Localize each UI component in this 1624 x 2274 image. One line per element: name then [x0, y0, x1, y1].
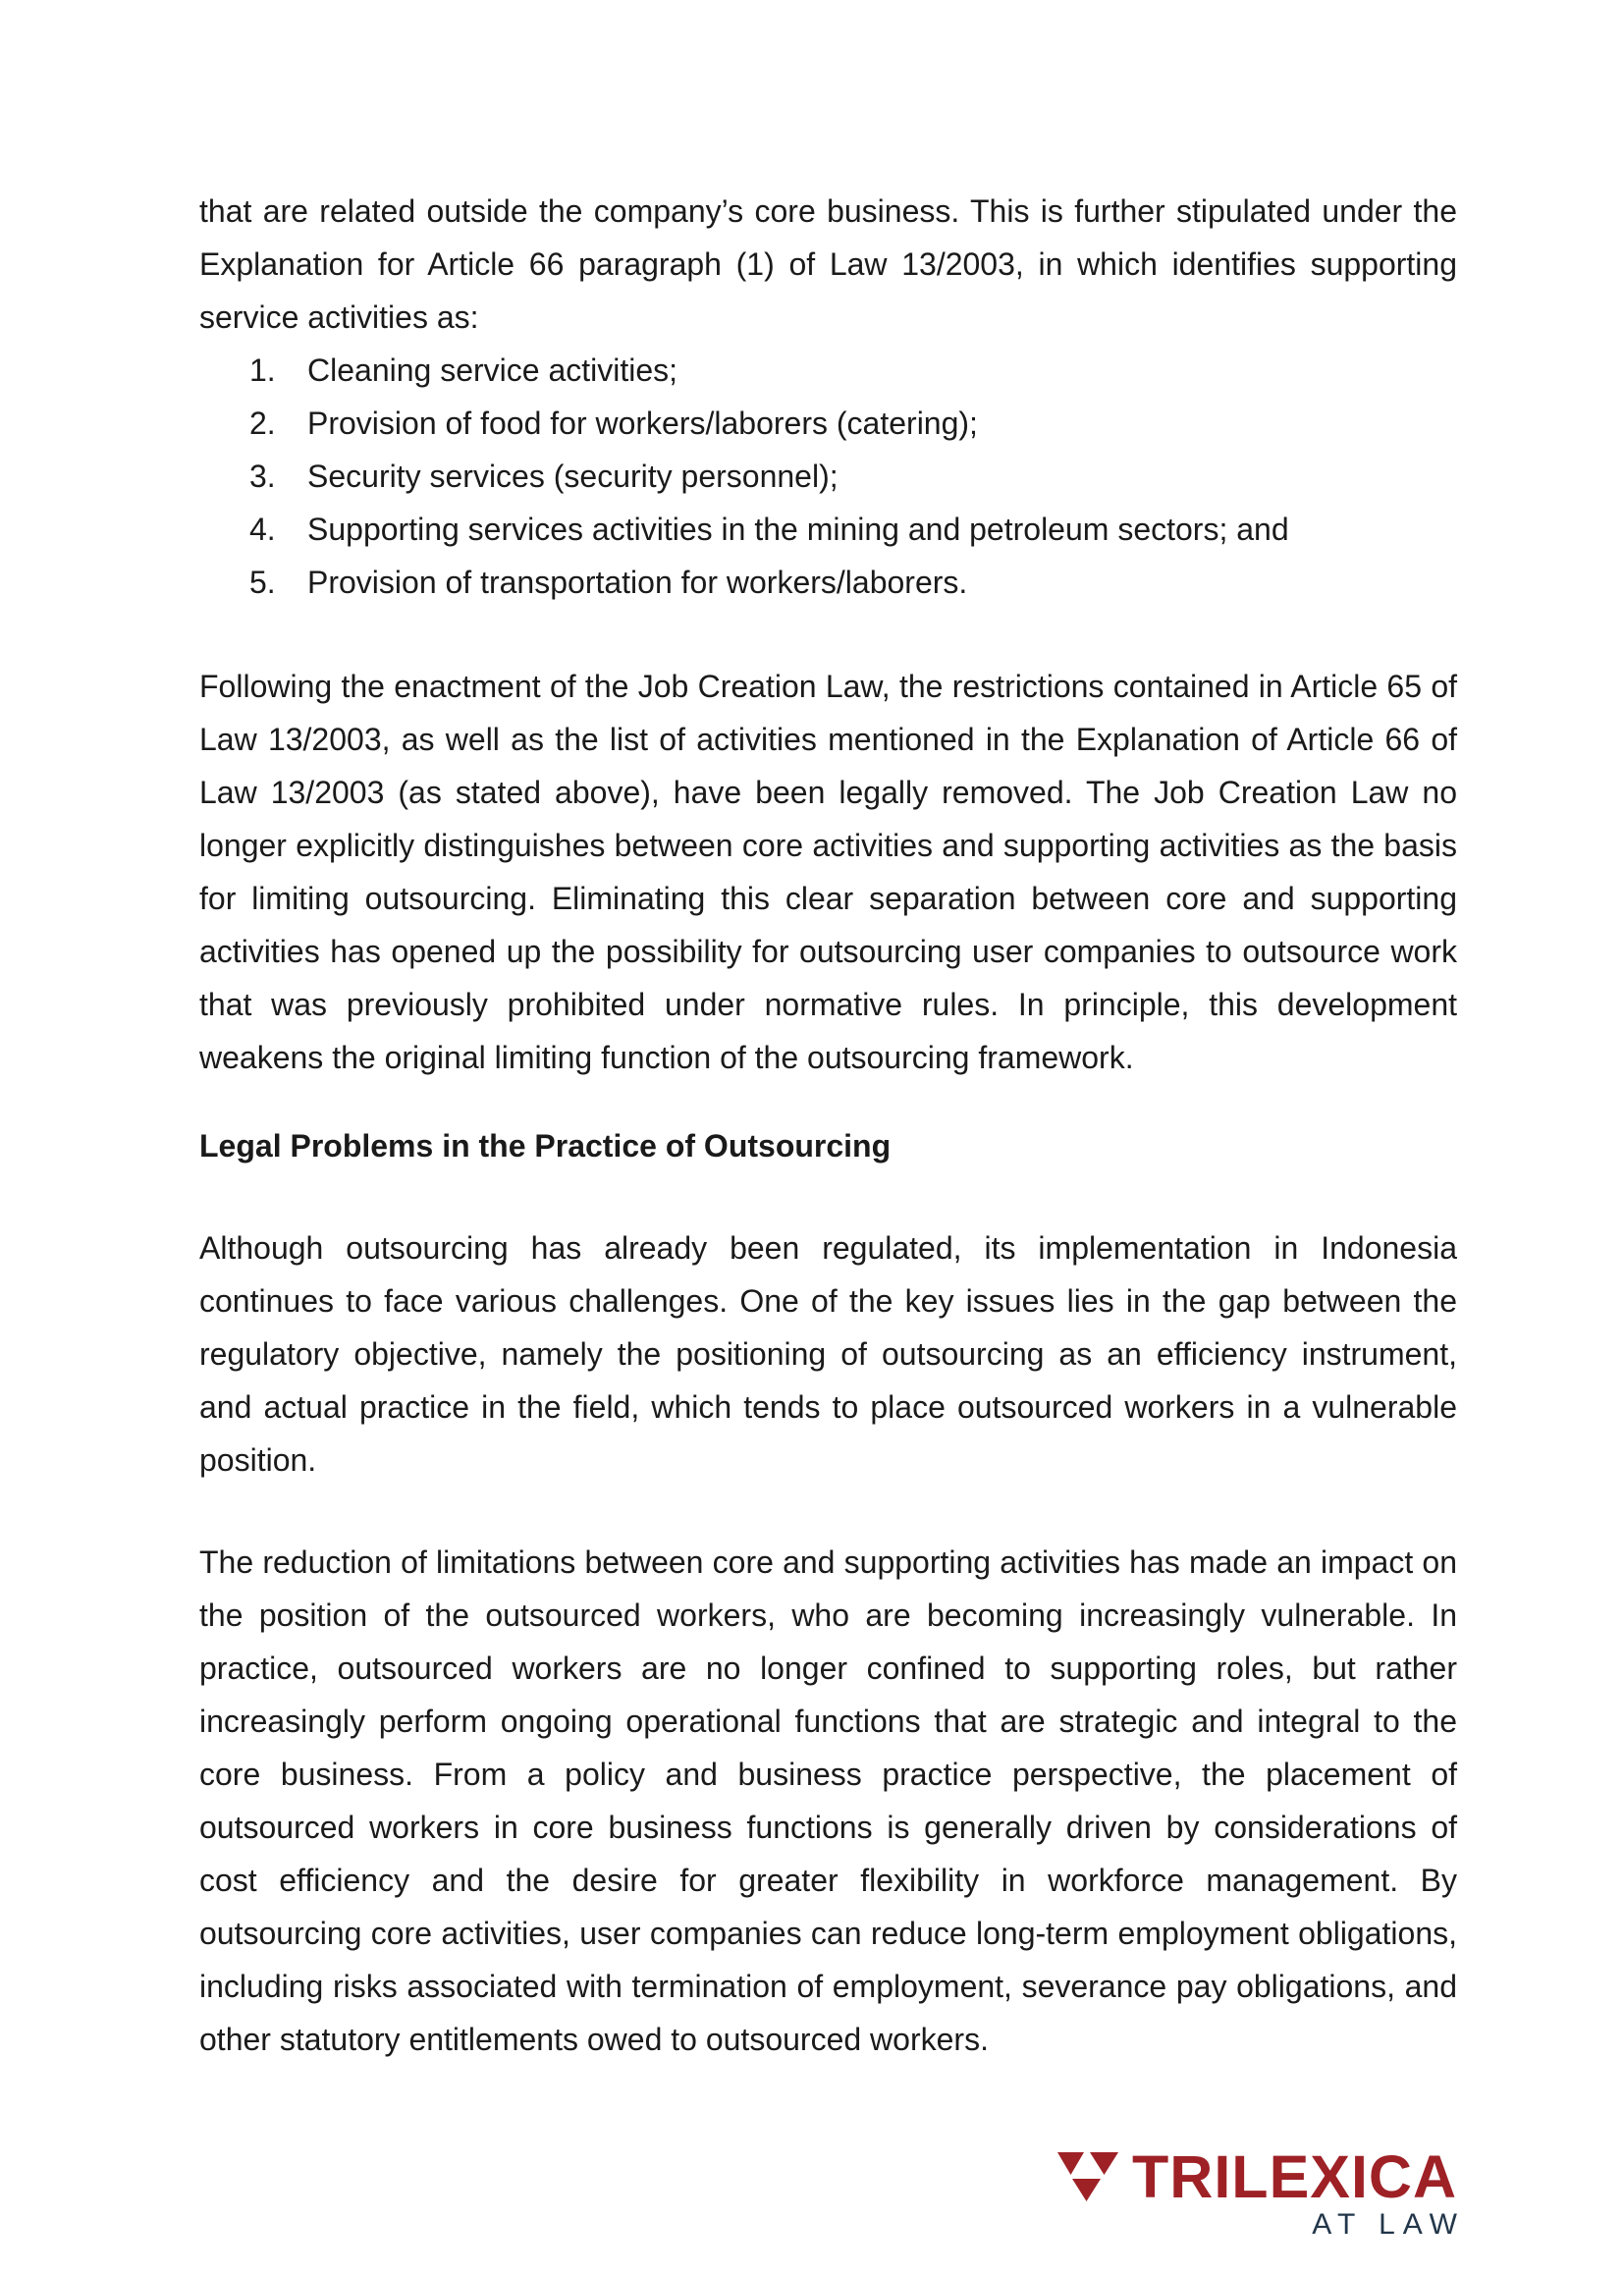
logo-wordmark: TRILEXICA — [1132, 2143, 1457, 2210]
paragraph-job-creation-law: Following the enactment of the Job Creation Law, the restrictions contained in Article 65 of Law 13/2003, as well as the list of activities mentioned in the Explanation of Article 66 of Law 13/2003 (as stated above), have been legally removed. The Job Creation Law no longer explicitly distinguishes between core activities and supporting activities as the basis for limiting outsourcing. Eliminating this clear separation between core and supporting activities has opened up the possibility for outsourcing user companies to outsource work that was previously prohibited under normative rules. In principle, this development weakens the original limiting function of the outsourcing framework. — [199, 669, 1457, 1075]
list-item-text: Cleaning service activities; — [307, 352, 678, 388]
list-item — [199, 344, 1457, 397]
list-item-text: Security services (security personnel); — [307, 459, 839, 494]
paragraph-reduction-limitations: The reduction of limitations between core and supporting activities has made an impact on the position of the outsourced workers, who are becoming increasingly vulnerable. In practice, outsourced workers are no longer confined to supporting roles, but rather increasingly perform ongoing operational functions that are strategic and integral to the core business. From a policy and business practice perspective, the placement of outsourced workers in core business functions is generally driven by considerations of cost efficiency and the desire for greater flexibility in workforce management. By outsourcing core activities, user companies can reduce long-term employment obligations, including risks associated with termination of employment, severance pay obligations, and other statutory entitlements owed to outsourced workers. — [199, 1544, 1457, 2057]
footer-logo — [199, 2143, 1465, 2242]
list-item-text: Supporting services activities in the mining and petroleum sectors; and — [307, 512, 1289, 547]
list-item-number: 2. — [249, 406, 276, 441]
list-item — [199, 450, 1457, 503]
triple-triangle-icon — [1057, 2152, 1118, 2201]
list-item-number: 1. — [249, 352, 276, 388]
list-item — [199, 397, 1457, 450]
list-item — [199, 556, 1457, 609]
logo-tagline: AT LAW — [1312, 2208, 1465, 2241]
paragraph-intro: that are related outside the company’s core business. This is further stipulated under the Explanation for Article 66 paragraph (1) of Law 13/2003, in which identifies supporting service activities as: — [199, 193, 1457, 335]
list-item-number: 4. — [249, 512, 276, 547]
list-item-text: Provision of food for workers/laborers (catering); — [307, 406, 978, 441]
paragraph-although-outsourcing: Although outsourcing has already been regulated, its implementation in Indonesia continues to face various challenges. One of the key issues lies in the gap between the regulatory objective, namely the positioning of outsourcing as an efficiency instrument, and actual practice in the field, which tends to place outsourced workers in a vulnerable position. — [199, 1230, 1457, 1478]
supporting-activities-list — [199, 344, 1457, 609]
logo-row — [1057, 2143, 1457, 2210]
list-item-text: Provision of transportation for workers/laborers. — [307, 565, 968, 600]
list-item-number: 3. — [249, 459, 276, 494]
list-item — [199, 503, 1457, 556]
section-heading-legal-problems: Legal Problems in the Practice of Outsourcing — [199, 1128, 892, 1164]
list-item-number: 5. — [249, 565, 276, 600]
